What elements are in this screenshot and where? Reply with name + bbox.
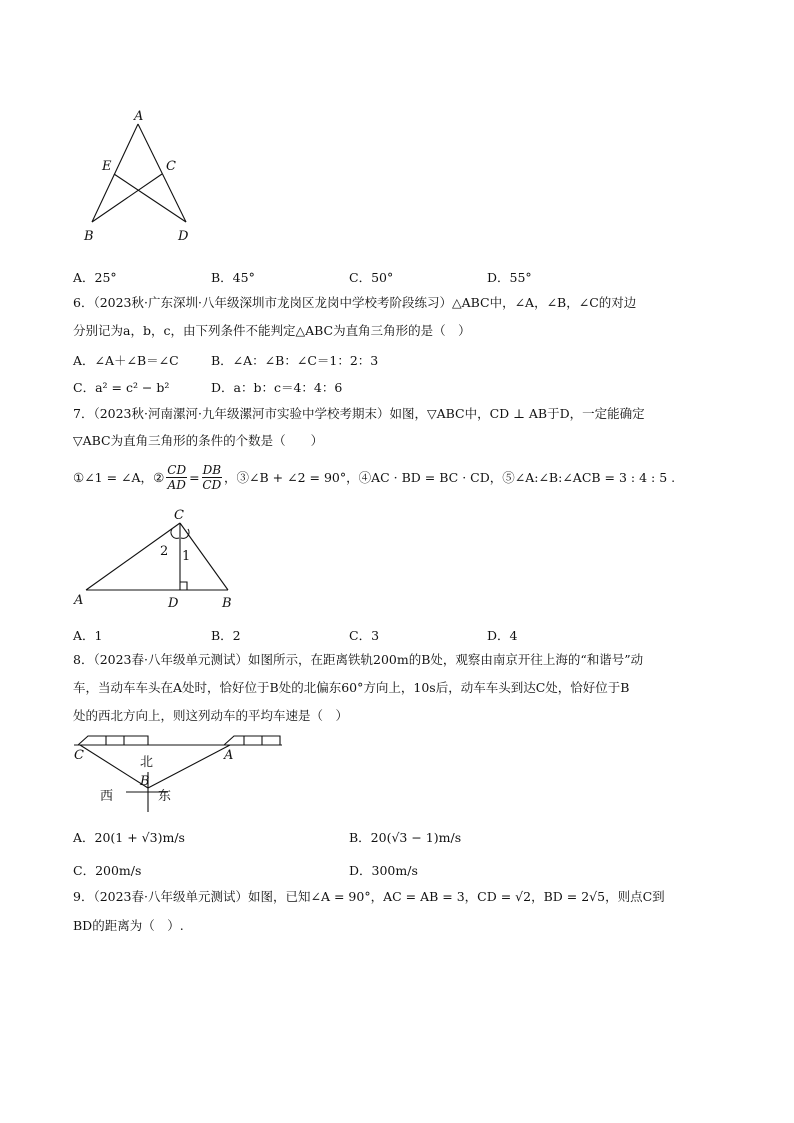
q7-fraction-2 — [202, 463, 222, 492]
q7-option-d: D．4 — [487, 628, 518, 643]
line-B-C — [92, 174, 162, 222]
line-A-D — [138, 124, 186, 222]
label-north: 北 — [140, 755, 154, 770]
q7-fraction-1 — [166, 463, 187, 492]
label-D: D — [168, 596, 179, 611]
line-E-D — [114, 174, 186, 222]
angle-arc-2 — [171, 529, 179, 538]
q7-fraction-2-num: DB — [202, 462, 222, 477]
q8-line2: 车，当动车车头在A处时，恰好位于B处的北偏东60°方向上，10s后，动车车头到达C处，恰好位于B — [73, 680, 630, 695]
q9-line1: 9．（2023春·八年级单元测试）如图，已知∠A = 90°，AC = AB = 3，CD = √2，BD = 2√5，则点C到 — [73, 889, 665, 904]
right-angle-mark — [180, 582, 187, 590]
q7-line1: 7．（2023秋·河南漯河·九年级漯河市实验中学校考期末）如图，▽ABC中，CD ⊥ AB于D，一定能确定 — [73, 406, 645, 421]
q5-option-c: C．50° — [349, 270, 394, 285]
label-E: E — [102, 159, 112, 174]
q7-fraction-1-num: CD — [167, 462, 187, 477]
line-B-C — [80, 745, 148, 788]
train-a-outline — [224, 736, 280, 745]
q8-option-a: A．20(1 + √3)m/s — [73, 830, 185, 845]
q6-line1: 6．（2023秋·广东深圳·八年级深圳市龙岗区龙岗中学校考阶段练习）△ABC中，∠A，∠B，∠C的对边 — [73, 295, 637, 310]
q6-option-c: C．a² = c² − b² — [73, 380, 170, 395]
q7-option-a: A．1 — [73, 628, 103, 643]
label-D: D — [178, 229, 189, 244]
label-B: B — [84, 229, 94, 244]
q7-fraction-2-den: CD — [202, 477, 222, 492]
line-B-A — [148, 745, 230, 788]
q8-line1: 8．（2023春·八年级单元测试）如图所示，在距离铁轨200m的B处，观察由南京开往上海的“和谐号”动 — [73, 652, 644, 667]
q8-option-c: C．200m/s — [73, 863, 142, 878]
q5-option-d: D．55° — [487, 270, 532, 285]
q7-condition-1: ①∠1 = ∠A， — [73, 470, 154, 485]
q7-conditions-rest: ，③∠B + ∠2 = 90°，④AC · BD = BC · CD，⑤∠A:∠B:∠ACB = 3 : 4 : 5 . — [224, 470, 676, 485]
q7-fraction-1-den: AD — [167, 477, 186, 492]
q7-condition-2-marker: ② — [153, 469, 165, 485]
label-A: A — [224, 748, 234, 763]
label-C: C — [174, 508, 184, 523]
label-B: B — [222, 596, 232, 611]
q8-figure — [68, 732, 288, 818]
line-A-B — [92, 124, 138, 222]
q5-figure — [78, 104, 198, 244]
q7-figure — [68, 505, 248, 613]
label-west: 西 — [100, 789, 114, 804]
q9-line2: BD的距离为（ ）. — [73, 918, 184, 933]
q8-option-b: B．20(√3 − 1)m/s — [349, 830, 462, 845]
q7-option-b: B．2 — [211, 628, 241, 643]
q6-option-b: B．∠A：∠B：∠C＝1：2：3 — [211, 353, 379, 368]
q5-option-a: A．25° — [73, 270, 117, 285]
label-angle-2: 2 — [160, 544, 169, 559]
label-angle-1: 1 — [182, 549, 191, 564]
label-C: C — [74, 748, 84, 763]
label-C: C — [166, 159, 176, 174]
q6-line2: 分别记为a，b，c，由下列条件不能判定△ABC为直角三角形的是（ ） — [73, 323, 471, 338]
q7-conditions — [73, 460, 675, 494]
q8-option-d: D．300m/s — [349, 863, 418, 878]
q5-option-b: B．45° — [211, 270, 255, 285]
q6-option-a: A．∠A＋∠B＝∠C — [73, 353, 179, 368]
q7-equals: = — [189, 469, 200, 485]
q8-line3: 处的西北方向上，则这列动车的平均车速是（ ） — [73, 708, 349, 723]
label-B: B — [140, 774, 150, 789]
label-A: A — [134, 109, 144, 124]
label-east: 东 — [158, 789, 172, 804]
train-c-outline — [78, 736, 148, 745]
q7-option-c: C．3 — [349, 628, 380, 643]
label-A: A — [74, 593, 84, 608]
q6-option-d: D．a：b：c＝4：4：6 — [211, 380, 343, 395]
q7-line2: ▽ABC为直角三角形的条件的个数是（ ） — [73, 433, 324, 448]
